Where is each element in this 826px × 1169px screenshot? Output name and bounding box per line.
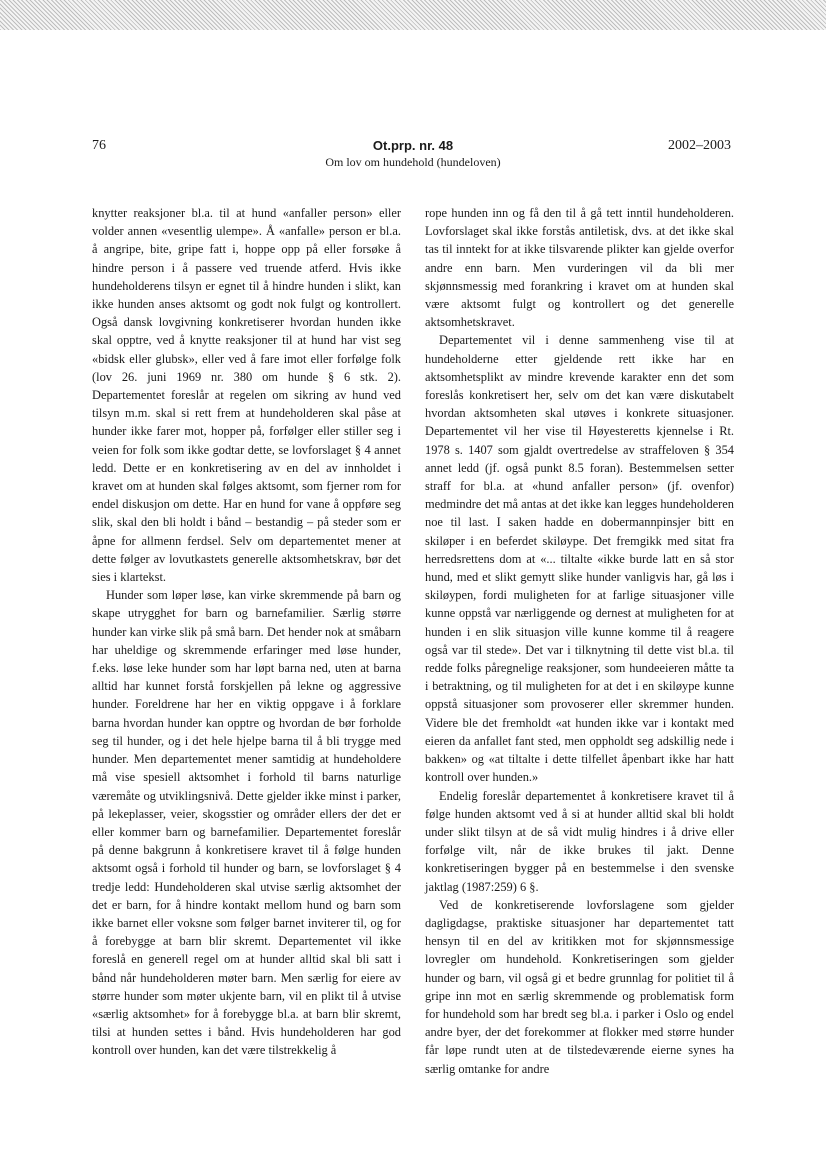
document-subtitle: Om lov om hundehold (hundeloven) bbox=[325, 155, 501, 169]
right-column bbox=[425, 204, 734, 1078]
paragraph: knytter reaksjoner bl.a. til at hund «anfaller person» eller volder annen «vesentlig ulempe». Å «anfalle» person er bl.a. å angripe, bite, gripe fatt i, hoppe opp på eller forsøke å hindre person i å passere ved truende atferd. Hvis ikke hundeholderens tilsyn er egnet til å hindre hunden i slikt, kan ikke hunden anses aktsomt og godt nok fulgt og kontrollert. Også dansk lovgivning konkretiserer hvordan hunden ikke skal opptre, ved å knytte reaksjoner til at hund har vist seg «bidsk eller glubsk», eller ved å fare imot eller forfølge folk (lov 26. juni 1969 nr. 380 om hunde § 6 stk. 2). Departementet foreslår at regelen om sikring av hund ved tilsyn m.m. skal si rett frem at hundeholderen skal påse at hunder ikke farer mot, hopper på, forfølger eller stiller seg i veien for folk som ikke godtar dette, se lovforslaget § 4 annet ledd. Dette er en konkretisering av en del av innholdet i kravet om at hunden skal følges aktsomt, som fjerner rom for endel diskusjon om dette. Har en hund for vane å oppføre seg slik, skal den bli holdt i bånd – bestandig – på steder som er åpne for allmenn ferdsel. Selv om departementet mener at dette følger av lovutkastets generelle aktsomhetskrav, bør det sies i klartekst. bbox=[92, 206, 401, 585]
paragraph: Hunder som løper løse, kan virke skremmende på barn og skape utrygghet for barn og barnefamilier. Særlig større hunder kan virke slik på små barn. Det hender nok at småbarn har uheldige og skremmende erfaringer med løse hunder, f.eks. løse leke hunder som har løpt barna ned, uten at barna alltid har kunnet forstå forskjellen på lekne og aggressive hunder. Foreldrene har her en viktig oppgave i å forklare barna hvordan hunder kan opptre og hvordan de bør forholde seg til hunder, og i det hele hjelpe barna til å bli trygge med hunder. Men departementet mener samtidig at hundeholdere må vise spesiell aktsomhet i forhold til barns naturlige væremåte og utviklingsnivå. Dette gjelder ikke minst i parker, på lekeplasser, veier, skogsstier og områder ellers der det er eller kommer barn og barnefamilier. Departementet foreslår på denne bakgrunn å konkretisere kravet til å følge hunden aktsomt også i forhold til hunder og barn, se lovforslaget § 4 tredje ledd: Hundeholderen skal utvise særlig aktsomhet der det er barn, for å hindre kontakt mellom hund og barn som ikke barnet eller voksne som følger barnet inviterer til, og for å forebygge at barn blir skremt. Departementet vil ikke foreslå en generell regel om at hunder alltid skal bli satt i bånd når hundeholderen møter barn. Men særlig for eiere av større hunder som møter ukjente barn, vil en plikt til å utvise «særlig aktsomhet» for å forebygge bl.a. at barn blir skremt, tilsi at hunden settes i bånd. Hvis hundeholderen har god kontroll over hunden, kan det være tilstrekkelig å bbox=[92, 588, 401, 1058]
document-title: Ot.prp. nr. 48 bbox=[372, 138, 454, 153]
paragraph: Departementet vil i denne sammenheng vise til at hundeholderne etter gjeldende rett ikke har en aktsomhetsplikt av mindre krevende karakter enn det som foreslås konkretisert her, selv om det kan være diskutabelt hvordan aktsomheten skal utøves i konkrete situasjoner. Departementet vil her vise til Høyesteretts kjennelse i Rt. 1978 s. 1407 som gjaldt overtredelse av straffeloven § 354 annet ledd (jf. også punkt 8.5 foran). Bestemmelsen setter straff for bl.a. at «hund anfaller person» (jf. ovenfor) medmindre det må antas at det ikke kan legges hundeholderen noe til last. I saken hadde en dobermannpinsjer bitt en skiløper i en beferdet skiløype. Det fremgikk med sitat fra herredsrettens dom at «... tiltalte «ikke burde latt en så stor hund, med et slikt gemytt slike hunder vanligvis har, gå løs i skiløypen, fordi muligheten for at farlige situasjoner ville kunne oppstå var nærliggende og dernest at muligheten for at hunden i en slik situasjon ville kunne komme til å reagere også var til stede». Det var i tilknytning til dette vist bl.a. til redde folks påregnelige reaksjoner, som hundeeieren måtte ta i betraktning, og til muligheten for at det i en skiløype kunne oppstå situasjoner som provoserer eller skremmer hunden. Videre ble det fremholdt «at hunden ikke var i kontakt med eieren da anfallet fant sted, men oppholdt seg adskillig nede i bakken» og «at tiltalte i dette tilfellet åpenbart ikke har hatt kontroll over hunden.» bbox=[425, 333, 734, 785]
scan-edge-strip bbox=[0, 0, 826, 30]
paragraph: rope hunden inn og få den til å gå tett inntil hundeholderen. Lovforslaget skal ikke forstås antiletisk, dvs. at det ikke skal tas til inntekt for at ikke tilsvarende plikter kan gjelde overfor andre enn barn. Men vurderingen vil da bli mer skjønnsmessig med forankring i kravet om at hunden skal være aktsomt fulgt og kontrollert og det generelle aktsomhetskravet. bbox=[425, 206, 734, 330]
left-column bbox=[92, 204, 401, 1060]
document-year: 2002–2003 bbox=[668, 138, 731, 153]
paragraph: Endelig foreslår departementet å konkretisere kravet til å følge hunden aktsomt ved å si at hunder alltid skal bli holdt under slikt tilsyn at de så vidt mulig hindres i å drive eller forfølge vilt, når de ikke brukes til jakt. Denne konkretiseringen bygger på en bestemmelse i den svenske jaktlag (1987:259) 6 §. bbox=[425, 788, 734, 894]
paragraph: Ved de konkretiserende lovforslagene som gjelder dagligdagse, praktiske situasjoner har departementet tatt hensyn til en del av kritikken mot for skjønnsmessige lovregler om hundehold. Konkretiseringen som gjelder hunder og barn, vil også gi et bedre grunnlag for politiet til å gripe inn mot en særlig skremmende og problematisk form for hundehold som har bredt seg bl.a. i parker i Oslo og endel andre byer, der det forekommer at flokker med større hunder får løpe rundt uten at de tilstedeværende eierne synes ha særlig omtanke for andre bbox=[425, 897, 734, 1076]
page-number: 76 bbox=[92, 138, 106, 153]
